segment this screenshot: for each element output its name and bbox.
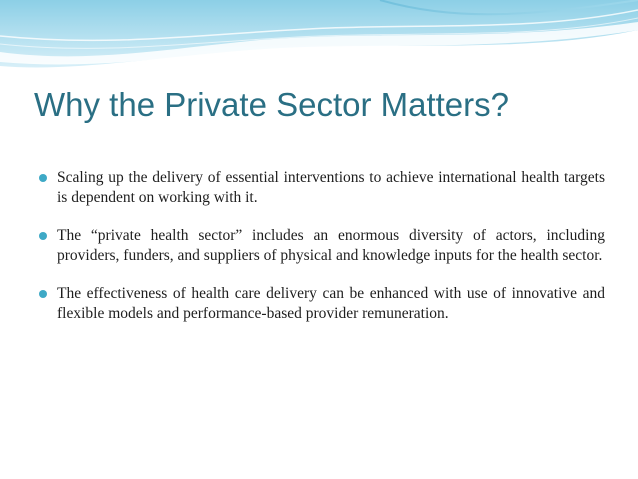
bullet-item: [39, 284, 605, 324]
bullet-text: The “private health sector” includes an enormous diversity of actors, including providers, funders, and suppliers of physical and knowledge inputs for the health sector.: [57, 227, 605, 264]
bullet-dot-icon: [39, 290, 47, 298]
bullet-dot-icon: [39, 174, 47, 182]
slide-title: Why the Private Sector Matters?: [34, 86, 510, 123]
bullet-list: [39, 168, 605, 342]
bullet-dot-icon: [39, 232, 47, 240]
bullet-text: The effectiveness of health care delivery can be enhanced with use of innovative and flexible models and performance-based provider remuneration.: [57, 285, 605, 322]
bullet-text: Scaling up the delivery of essential interventions to achieve international health targets is dependent on working with it.: [57, 169, 605, 206]
bullet-item: [39, 226, 605, 266]
bullet-item: [39, 168, 605, 208]
header-wave-decoration: [0, 0, 638, 80]
